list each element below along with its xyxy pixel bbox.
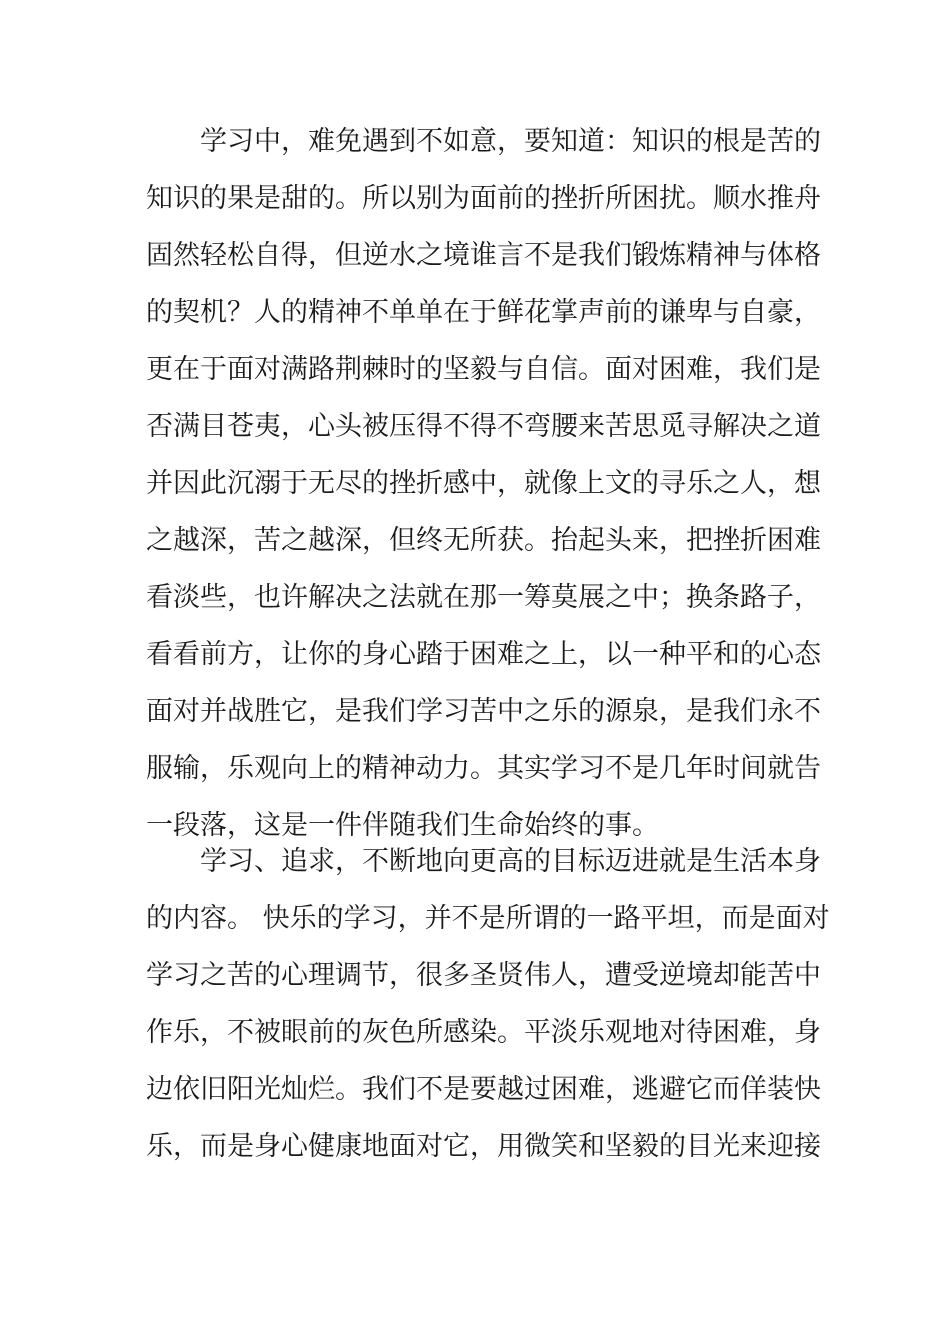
text-line: 否满目苍夷，心头被压得不得不弯腰来苦思觅寻解决之道 [146,411,821,442]
text-line: 作乐，不被眼前的灰色所感染。平淡乐观地对待困难，身 [146,1017,821,1048]
text-line: 学习中，难免遇到不如意，要知道：知识的根是苦的 [200,126,821,157]
text-line: 边依旧阳光灿烂。我们不是要越过困难，逃避它而佯装快 [146,1074,821,1105]
text-line: 更在于面对满路荆棘时的坚毅与自信。面对困难，我们是 [146,354,821,385]
text-line: 学习、追求，不断地向更高的目标迈进就是生活本身 [200,846,821,877]
text-line: 看看前方，让你的身心踏于困难之上，以一种平和的心态 [146,639,821,670]
text-line: 并因此沉溺于无尽的挫折感中，就像上文的寻乐之人，想 [146,468,821,499]
text-line: 知识的果是甜的。所以别为面前的挫折所困扰。顺水推舟 [146,183,821,214]
text-line: 的契机？人的精神不单单在于鲜花掌声前的谦卑与自豪， [146,297,821,328]
text-line: 面对并战胜它，是我们学习苦中之乐的源泉，是我们永不 [146,696,821,727]
text-line: 之越深，苦之越深，但终无所获。抬起头来，把挫折困难 [146,525,821,556]
text-line: 看淡些，也许解决之法就在那一筹莫展之中；换条路子， [146,582,821,613]
text-line: 的内容。 快乐的学习，并不是所谓的一路平坦，而是面对 [146,903,830,934]
text-line: 固然轻松自得，但逆水之境谁言不是我们锻炼精神与体格 [146,240,821,271]
text-line: 服输，乐观向上的精神动力。其实学习不是几年时间就告 [146,753,821,784]
text-line: 学习之苦的心理调节，很多圣贤伟人，遭受逆境却能苦中 [146,960,821,991]
text-line: 乐，而是身心健康地面对它，用微笑和坚毅的目光来迎接 [146,1131,821,1162]
text-line: 一段落，这是一件伴随我们生命始终的事。 [146,810,659,841]
